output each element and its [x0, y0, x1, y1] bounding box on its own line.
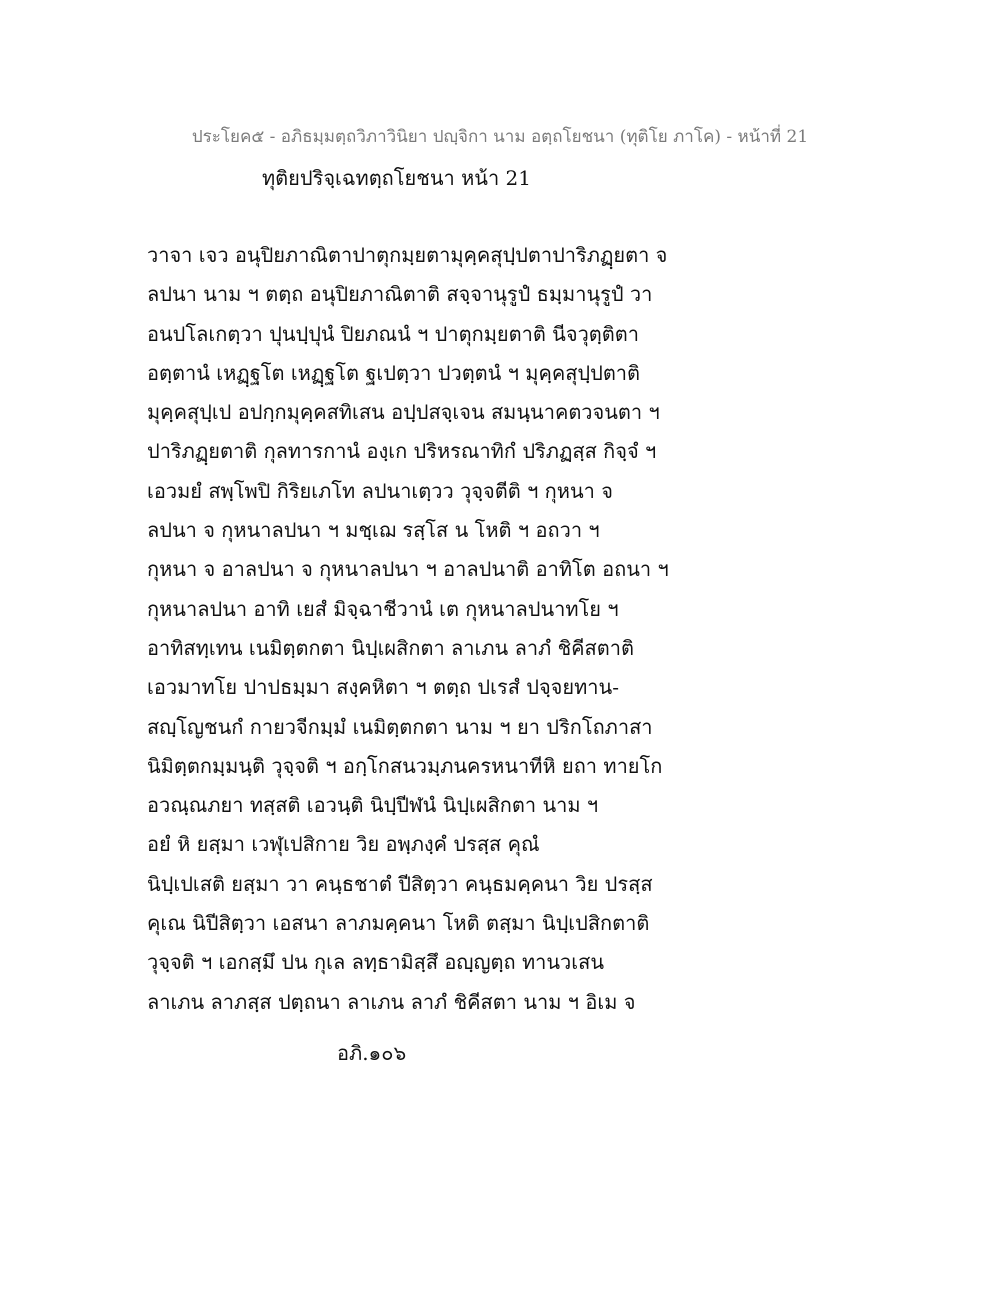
text-line: สญฺโญชนกํ กายวจีกมฺมํ เนมิตฺตกตา นาม ฯ ยา ปริกโถภาสา — [147, 714, 653, 739]
text-line: นิปฺเปเสติ ยสฺมา วา คนฺธชาตํ ปีสิตฺวา คนฺธมคฺคนา วิย ปรสฺส — [147, 871, 653, 896]
text-line: คุเณ นิปีสิตฺวา เอสนา ลาภมคฺคนา โหติ ตสฺมา นิปฺเปสิกตาติ — [147, 911, 650, 936]
text-line: เอวมาทโย ปาปธมฺมา สงฺคหิตา ฯ ตตฺถ ปเรสํ ปจฺจยทาน- — [147, 675, 619, 700]
text-line: อาทิสทฺเทน เนมิตฺตกตา นิปฺเผสิกตา ลาเภน ลาภํ ชิคีสตาติ — [147, 635, 634, 660]
text-line: วุจฺจติ ฯ เอกสฺมึ ปน กุเล ลทฺธามิสฺสึ อญฺญตฺถ ทานวเสน — [147, 950, 605, 975]
text-line: อยํ หิ ยสฺมา เวฬุเปสิกาย วิย อพฺภงฺคํ ปรสฺส คุณํ — [147, 832, 540, 857]
running-header: ประโยค๕ - อภิธมฺมตฺถวิภาวินิยา ปญฺจิกา นาม อตฺถโยชนา (ทุติโย ภาโค) - หน้าที่ 21 — [191, 127, 809, 147]
text-line: อนปโลเกตฺวา ปุนปฺปุนํ ปิยภณนํ ฯ ปาตุกมฺยตาติ นีจวุตฺติตา — [147, 321, 639, 346]
text-line: เอวมยํ สพฺโพปิ กิริยเภโท ลปนาเตฺวว วุจฺจตีติ ฯ กุหนา จ — [147, 478, 613, 503]
text-line: อตฺตานํ เหฏฺฐโต เหฏฺฐโต ฐเปตฺวา ปวตฺตนํ ฯ มุคฺคสุปฺปตาติ — [147, 360, 641, 385]
section-title: ทุติยปริจฺเฉทตฺถโยชนา หน้า 21 — [262, 166, 531, 190]
text-line: นิมิตฺตกมฺมนฺติ วุจฺจติ ฯ อกฺโกสนวมฺภนครหนาทีหิ ยถา ทายโก — [147, 753, 663, 778]
body-text — [147, 236, 907, 1022]
text-line: กุหนาลปนา อาทิ เยสํ มิจฺฉาชีวานํ เต กุหนาลปนาทโย ฯ — [147, 596, 619, 621]
text-line: ปาริภฏฺยตาติ กุลทารกานํ องฺเก ปริหรณาทิกํ ปริภฏสฺส กิจฺจํ ฯ — [147, 439, 657, 464]
text-line: อวณฺณภยา ทสฺสติ เอวนฺติ นิปฺปีฬนํ นิปฺเผสิกตา นาม ฯ — [147, 793, 599, 818]
text-line: ลปนา จ กุหนาลปนา ฯ มชฺเฌ รสฺโส น โหติ ฯ อถวา ฯ — [147, 518, 600, 543]
text-line: มุคฺคสุปฺเป อปกฺกมุคฺคสทิเสน อปฺปสจฺเจน สมนฺนาคตวจนตา ฯ — [147, 400, 660, 425]
text-line: ลปนา นาม ฯ ตตฺถ อนุปิยภาณิตาติ สจฺจานุรูปํ ธมฺมานุรูปํ วา — [147, 282, 653, 307]
text-line: วาจา เจว อนุปิยภาณิตาปาตุกมฺยตามุคฺคสุปฺปตาปาริภฏฺยตา จ — [147, 243, 668, 267]
page-marker: อภิ.๑๐๖ — [337, 1041, 407, 1065]
text-line: ลาเภน ลาภสฺส ปตฺถนา ลาเภน ลาภํ ชิคีสตา นาม ฯ อิเม จ — [147, 989, 636, 1014]
text-line: กุหนา จ อาลปนา จ กุหนาลปนา ฯ อาลปนาติ อาทิโต อถนา ฯ — [147, 557, 669, 582]
